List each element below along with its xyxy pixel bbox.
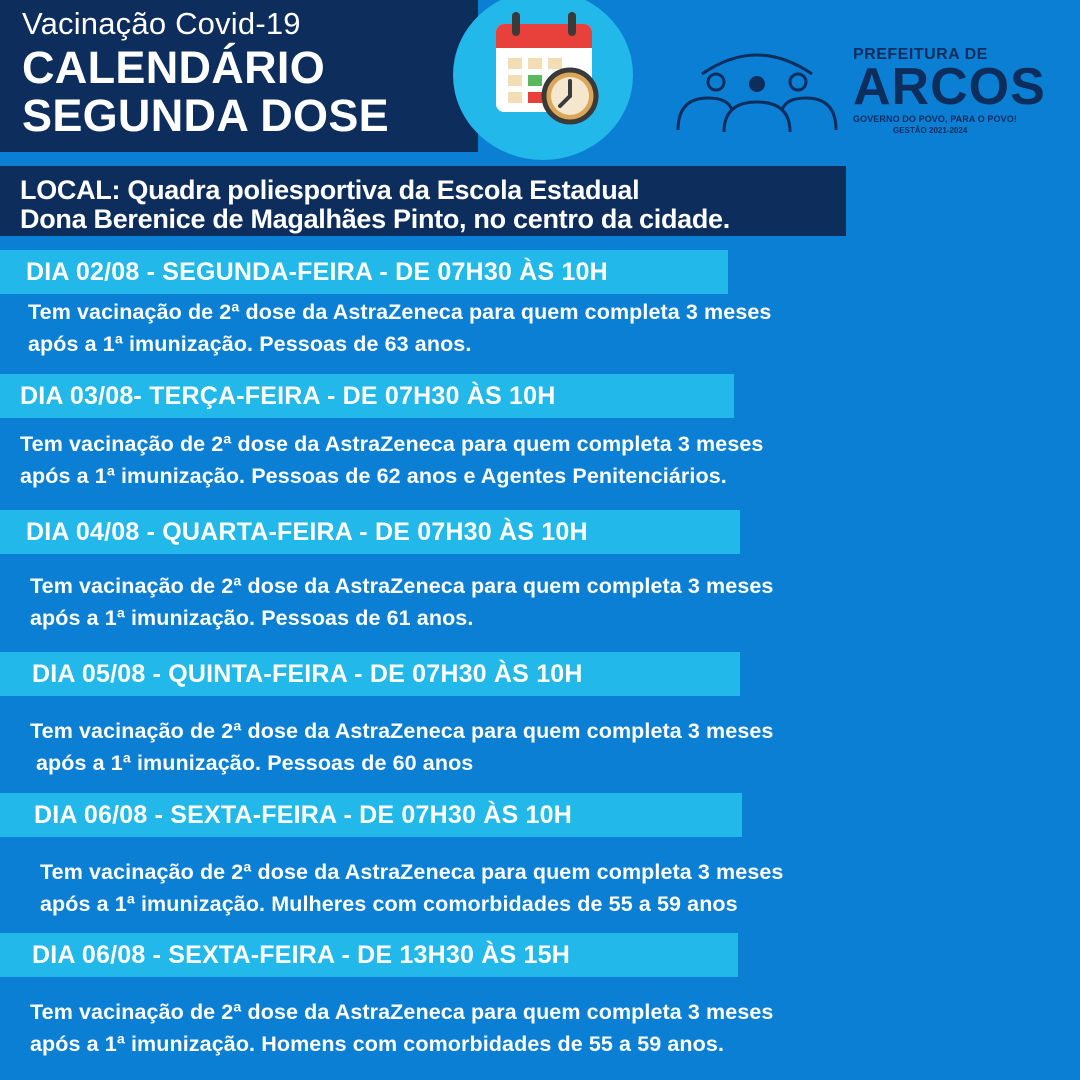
day-label: DIA 03/08- TERÇA-FEIRA - DE 07H30 ÀS 10H — [20, 382, 556, 410]
day-description — [28, 296, 772, 360]
day-label: DIA 06/08 - SEXTA-FEIRA - DE 13H30 ÀS 15H — [32, 941, 570, 969]
day-description — [40, 856, 784, 920]
day-description — [20, 428, 764, 492]
day-description — [30, 570, 774, 634]
location-line-2: Dona Berenice de Magalhães Pinto, no centro da cidade. — [20, 204, 730, 234]
logo-prefix: PREFEITURA DE — [853, 46, 988, 63]
description-line-1: Tem vacinação de 2ª dose da AstraZeneca para quem completa 3 meses — [40, 860, 784, 884]
title-line-1: CALENDÁRIO — [22, 42, 325, 93]
description-line-2: após a 1ª imunização. Mulheres com comorbidades de 55 a 59 anos — [40, 892, 738, 916]
logo-name: ARCOS — [853, 58, 1046, 116]
description-line-2: após a 1ª imunização. Pessoas de 60 anos — [36, 751, 474, 775]
page-title — [22, 44, 389, 140]
description-line-2: após a 1ª imunização. Pessoas de 63 anos. — [28, 332, 472, 356]
day-label: DIA 05/08 - QUINTA-FEIRA - DE 07H30 ÀS 10H — [32, 660, 583, 688]
logo-term: GESTÃO 2021-2024 — [893, 126, 968, 135]
day-label: DIA 06/08 - SEXTA-FEIRA - DE 07H30 ÀS 10H — [34, 801, 572, 829]
title-line-2: SEGUNDA DOSE — [22, 90, 389, 141]
description-line-2: após a 1ª imunização. Pessoas de 62 anos e Agentes Penitenciários. — [20, 464, 727, 488]
calendar-clock-icon — [488, 8, 608, 128]
day-description — [30, 996, 774, 1060]
description-line-2: após a 1ª imunização. Homens com comorbidades de 55 a 59 anos. — [30, 1032, 725, 1056]
description-line-2: após a 1ª imunização. Pessoas de 61 anos. — [30, 606, 474, 630]
description-line-1: Tem vacinação de 2ª dose da AstraZeneca para quem completa 3 meses — [30, 1000, 774, 1024]
description-line-1: Tem vacinação de 2ª dose da AstraZeneca para quem completa 3 meses — [30, 574, 774, 598]
header-subtitle: Vacinação Covid-19 — [22, 6, 301, 41]
location-line-1: LOCAL: Quadra poliesportiva da Escola Estadual — [20, 175, 640, 205]
logo-slogan: GOVERNO DO POVO, PARA O POVO! — [853, 114, 1017, 124]
location-text — [20, 176, 840, 234]
day-description — [30, 715, 774, 779]
description-line-1: Tem vacinação de 2ª dose da AstraZeneca para quem completa 3 meses — [30, 719, 774, 743]
description-line-1: Tem vacinação de 2ª dose da AstraZeneca para quem completa 3 meses — [20, 432, 764, 456]
arcos-people-logo-icon — [672, 44, 842, 136]
description-line-1: Tem vacinação de 2ª dose da AstraZeneca para quem completa 3 meses — [28, 300, 772, 324]
day-label: DIA 02/08 - SEGUNDA-FEIRA - DE 07H30 ÀS 10H — [26, 258, 608, 286]
day-label: DIA 04/08 - QUARTA-FEIRA - DE 07H30 ÀS 10H — [26, 518, 588, 546]
